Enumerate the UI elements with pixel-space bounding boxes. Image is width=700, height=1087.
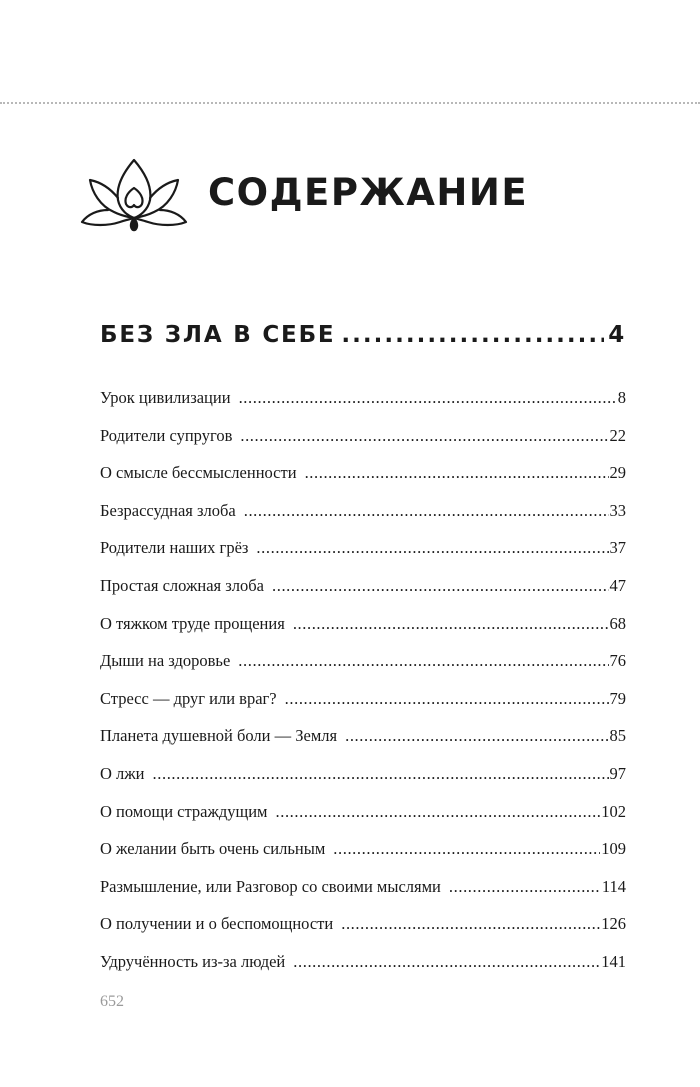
dot-leader — [244, 501, 609, 521]
toc-entry-page: 22 — [609, 425, 626, 445]
toc-entry[interactable] — [100, 839, 626, 877]
toc-entry-page: 29 — [609, 463, 626, 483]
toc-entry-page: 141 — [601, 951, 626, 971]
toc-entry-title: О тяжком труде прощения — [100, 613, 285, 633]
toc-entry-title: О лжи — [100, 763, 145, 783]
footer-page-number: 652 — [100, 993, 124, 1010]
dot-leader — [293, 952, 600, 972]
dot-leader — [240, 426, 608, 446]
toc-entry-page: 97 — [609, 763, 626, 783]
toc-entry-page: 79 — [609, 688, 626, 708]
dot-leader — [272, 576, 609, 596]
toc-entry[interactable] — [100, 614, 626, 652]
dot-leader — [239, 388, 617, 408]
dot-leader — [285, 689, 609, 709]
dot-leader — [153, 764, 609, 784]
toc-entry[interactable] — [100, 388, 626, 426]
toc-entry[interactable] — [100, 538, 626, 576]
toc-entry-title: Стресс — друг или враг? — [100, 688, 277, 708]
dot-leader — [293, 614, 609, 634]
toc-entry-title: Планета душевной боли — Земля — [100, 726, 338, 746]
toc-entry-title: Родители супругов — [100, 425, 233, 445]
dot-leader — [305, 463, 609, 483]
toc-entry[interactable] — [100, 463, 626, 501]
toc-list — [100, 388, 626, 990]
toc-entry-page: 37 — [609, 538, 626, 558]
toc-entry-page: 68 — [609, 613, 626, 633]
dot-leader — [449, 877, 601, 897]
toc-entry[interactable] — [100, 914, 626, 952]
toc-entry-title: Удручённость из-за людей — [100, 951, 286, 971]
toc-entry[interactable] — [100, 426, 626, 464]
section-page-number: 4 — [608, 322, 626, 348]
toc-entry-page: 47 — [609, 575, 626, 595]
dot-leader — [333, 839, 600, 859]
toc-entry-title: Безрассудная злоба — [100, 500, 236, 520]
toc-entry-page: 8 — [617, 388, 626, 407]
toc-entry-title: Дыши на здоровье — [100, 651, 231, 671]
dot-leader — [341, 914, 600, 934]
toc-entry-page: 85 — [609, 726, 626, 746]
toc-entry[interactable] — [100, 802, 626, 840]
toc-entry-title: О желании быть очень сильным — [100, 839, 326, 859]
toc-entry-title: О смысле бессмысленности — [100, 463, 297, 483]
section-title: БЕЗ ЗЛА В СЕБЕ — [100, 322, 336, 348]
toc-entry[interactable] — [100, 501, 626, 539]
toc-entry[interactable] — [100, 764, 626, 802]
page-title: СОДЕРЖАНИЕ — [208, 170, 529, 214]
toc-entry-page: 109 — [601, 839, 626, 859]
toc-entry-title: Урок цивилизации — [100, 388, 231, 407]
toc-entry[interactable] — [100, 651, 626, 689]
toc-entry-title: О получении и о беспомощности — [100, 914, 334, 934]
toc-entry-title: О помощи страждущим — [100, 801, 268, 821]
toc-entry-page: 33 — [609, 500, 626, 520]
toc-entry-title: Размышление, или Разговор со своими мыслями — [100, 876, 441, 896]
dot-leader — [238, 651, 608, 671]
toc-entry[interactable] — [100, 689, 626, 727]
toc-entry[interactable] — [100, 877, 626, 915]
toc-entry[interactable] — [100, 726, 626, 764]
toc-entry-title: Простая сложная злоба — [100, 575, 264, 595]
toc-entry[interactable] — [100, 576, 626, 614]
toc-section-heading[interactable] — [100, 322, 626, 348]
top-dotted-rule — [0, 102, 700, 104]
dot-leader — [345, 726, 608, 746]
toc-entry-title: Родители наших грёз — [100, 538, 249, 558]
dot-leader — [276, 802, 601, 822]
contents-heading — [78, 152, 528, 236]
toc-entry-page: 114 — [601, 876, 626, 896]
toc-entry-page: 102 — [601, 801, 626, 821]
toc-entry-page: 76 — [609, 651, 626, 671]
toc-entry[interactable] — [100, 952, 626, 990]
dot-leader — [256, 538, 608, 558]
lotus-icon — [78, 152, 190, 236]
dot-leader — [341, 322, 604, 348]
toc-entry-page: 126 — [601, 914, 626, 934]
